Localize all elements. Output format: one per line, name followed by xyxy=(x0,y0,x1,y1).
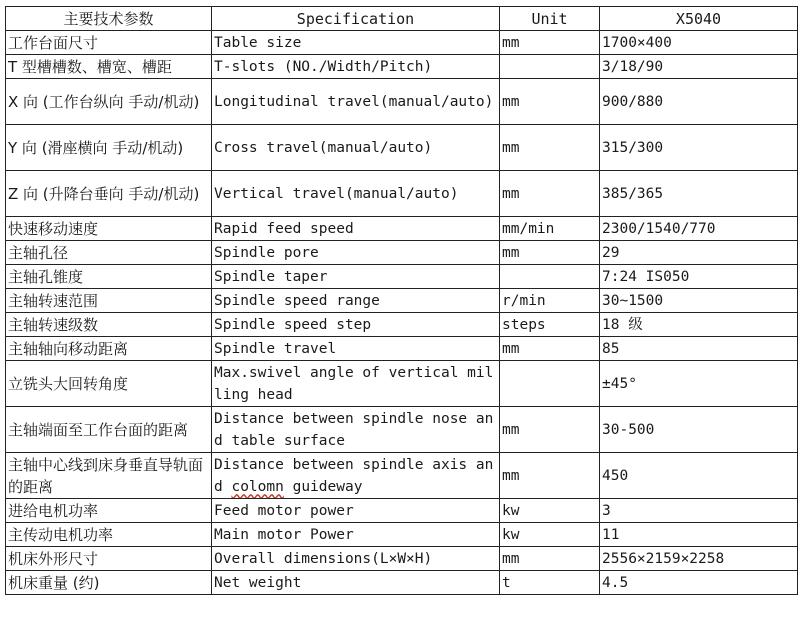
table-row xyxy=(6,289,798,313)
param-en-part: Distance between spindle axis and xyxy=(214,456,494,495)
param-unit: mm xyxy=(500,407,600,453)
table-row xyxy=(6,217,798,241)
table-row xyxy=(6,571,798,595)
param-cn: 主轴孔径 xyxy=(6,241,212,265)
param-en: Spindle speed step xyxy=(212,313,500,337)
param-value: 900/880 xyxy=(600,79,798,125)
param-value: 2300/1540/770 xyxy=(600,217,798,241)
param-unit: steps xyxy=(500,313,600,337)
table-row xyxy=(6,313,798,337)
param-en: Spindle speed range xyxy=(212,289,500,313)
param-cn: 主轴孔锥度 xyxy=(6,265,212,289)
header-specification: Specification xyxy=(212,7,500,31)
param-cn: 主轴转速范围 xyxy=(6,289,212,313)
param-cn: T 型槽槽数、槽宽、槽距 xyxy=(6,55,212,79)
param-cn: X 向 (工作台纵向 手动/机动) xyxy=(6,79,212,125)
table-row xyxy=(6,361,798,407)
header-model: X5040 xyxy=(600,7,798,31)
param-value: 3/18/90 xyxy=(600,55,798,79)
table-row xyxy=(6,523,798,547)
spellcheck-underlined-word: colomn xyxy=(231,478,284,495)
param-en xyxy=(212,453,500,499)
param-unit: mm xyxy=(500,171,600,217)
param-en: T-slots (NO./Width/Pitch) xyxy=(212,55,500,79)
param-en: Spindle travel xyxy=(212,337,500,361)
param-value: 18 级 xyxy=(600,313,798,337)
param-unit: mm xyxy=(500,337,600,361)
param-unit: mm xyxy=(500,547,600,571)
table-row xyxy=(6,453,798,499)
param-en: Feed motor power xyxy=(212,499,500,523)
param-en: Longitudinal travel(manual/auto) xyxy=(212,79,500,125)
param-value: 30-500 xyxy=(600,407,798,453)
param-value: ±45° xyxy=(600,361,798,407)
param-cn: Y 向 (滑座横向 手动/机动) xyxy=(6,125,212,171)
param-unit: mm/min xyxy=(500,217,600,241)
table-row xyxy=(6,499,798,523)
param-value: 29 xyxy=(600,241,798,265)
param-en: Net weight xyxy=(212,571,500,595)
param-cn: Z 向 (升降台垂向 手动/机动) xyxy=(6,171,212,217)
param-en: Cross travel(manual/auto) xyxy=(212,125,500,171)
param-en: Main motor Power xyxy=(212,523,500,547)
param-cn: 主轴转速级数 xyxy=(6,313,212,337)
header-param: 主要技术参数 xyxy=(6,7,212,31)
param-cn: 主传动电机功率 xyxy=(6,523,212,547)
param-en: Spindle pore xyxy=(212,241,500,265)
param-cn: 机床重量 (约) xyxy=(6,571,212,595)
param-value: 4.5 xyxy=(600,571,798,595)
param-cn: 立铣头大回转角度 xyxy=(6,361,212,407)
param-en: Max.swivel angle of vertical milling head xyxy=(212,361,500,407)
param-en: Table size xyxy=(212,31,500,55)
table-row xyxy=(6,407,798,453)
table-row xyxy=(6,55,798,79)
param-unit xyxy=(500,55,600,79)
param-value: 3 xyxy=(600,499,798,523)
param-value: 85 xyxy=(600,337,798,361)
param-value: 30~1500 xyxy=(600,289,798,313)
param-unit: mm xyxy=(500,79,600,125)
param-cn: 主轴端面至工作台面的距离 xyxy=(6,407,212,453)
param-en: Rapid feed speed xyxy=(212,217,500,241)
param-en-part: guideway xyxy=(283,478,363,495)
table-row xyxy=(6,265,798,289)
param-unit: kw xyxy=(500,499,600,523)
table-row xyxy=(6,79,798,125)
param-cn: 快速移动速度 xyxy=(6,217,212,241)
param-unit: mm xyxy=(500,241,600,265)
table-row xyxy=(6,547,798,571)
table-row xyxy=(6,241,798,265)
param-unit: kw xyxy=(500,523,600,547)
param-value: 1700×400 xyxy=(600,31,798,55)
table-row xyxy=(6,125,798,171)
param-unit: r/min xyxy=(500,289,600,313)
param-unit xyxy=(500,361,600,407)
param-unit: mm xyxy=(500,453,600,499)
param-en: Vertical travel(manual/auto) xyxy=(212,171,500,217)
param-value: 7:24 IS050 xyxy=(600,265,798,289)
header-row xyxy=(6,7,798,31)
param-en: Overall dimensions(L×W×H) xyxy=(212,547,500,571)
param-en: Spindle taper xyxy=(212,265,500,289)
table-row xyxy=(6,31,798,55)
param-value: 385/365 xyxy=(600,171,798,217)
param-cn: 机床外形尺寸 xyxy=(6,547,212,571)
param-cn: 主轴轴向移动距离 xyxy=(6,337,212,361)
param-unit: t xyxy=(500,571,600,595)
param-value: 315/300 xyxy=(600,125,798,171)
param-cn: 主轴中心线到床身垂直导轨面的距离 xyxy=(6,453,212,499)
param-unit: mm xyxy=(500,31,600,55)
param-value: 450 xyxy=(600,453,798,499)
param-cn: 工作台面尺寸 xyxy=(6,31,212,55)
param-en: Distance between spindle nose and table surface xyxy=(212,407,500,453)
param-cn: 进给电机功率 xyxy=(6,499,212,523)
param-value: 2556×2159×2258 xyxy=(600,547,798,571)
param-unit: mm xyxy=(500,125,600,171)
header-unit: Unit xyxy=(500,7,600,31)
spec-table xyxy=(5,6,798,595)
param-unit xyxy=(500,265,600,289)
table-row xyxy=(6,337,798,361)
table-row xyxy=(6,171,798,217)
param-value: 11 xyxy=(600,523,798,547)
